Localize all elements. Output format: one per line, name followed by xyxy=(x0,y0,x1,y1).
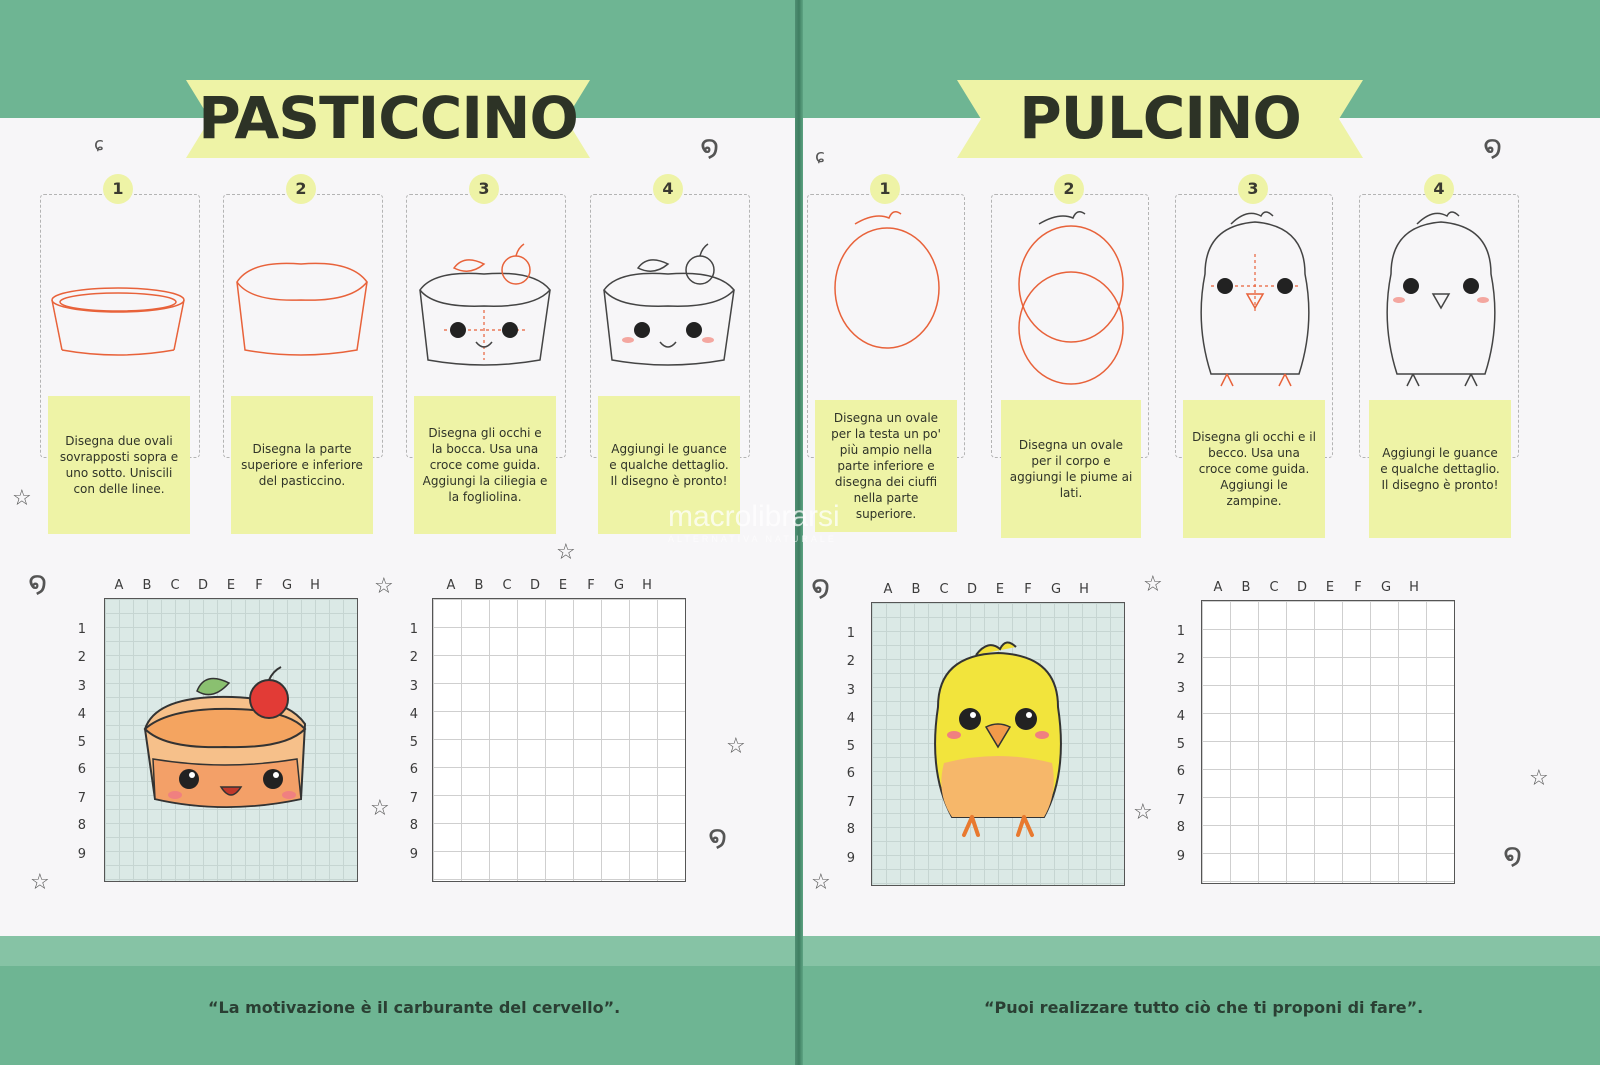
title-banner-pulcino xyxy=(957,74,1363,164)
title-banner-pasticcino xyxy=(186,74,590,164)
swirl-icon: ɕ xyxy=(815,146,825,167)
sketch-step-1-icon xyxy=(815,204,960,354)
pastry-illustration xyxy=(105,599,357,881)
star-icon: ☆ xyxy=(374,574,394,599)
right-bottom-band xyxy=(803,936,1600,966)
colored-grid xyxy=(104,598,358,882)
swirl-icon: ໑ xyxy=(708,820,728,855)
step-number-badge: 4 xyxy=(653,174,683,204)
step-number-badge: 3 xyxy=(469,174,499,204)
sketch-step-3-icon xyxy=(1181,204,1331,394)
empty-practice-grid[interactable] xyxy=(1201,600,1455,884)
star-icon: ☆ xyxy=(811,870,831,895)
empty-practice-grid[interactable] xyxy=(432,598,686,882)
swirl-icon: ໑ xyxy=(1483,130,1503,165)
instruction-step-4: Aggiungi le guance e qualche dettaglio. Il disegno è pronto! xyxy=(1369,400,1511,538)
chick-illustration xyxy=(872,603,1124,885)
step-number-badge: 1 xyxy=(870,174,900,204)
star-icon: ☆ xyxy=(370,796,390,821)
sketch-step-2-icon xyxy=(231,242,376,362)
star-icon: ☆ xyxy=(726,734,746,759)
page-title-pulcino: PULCINO xyxy=(1019,84,1301,152)
left-page: PASTICCINO 1 Disegna due ovali sovrapposti sopra e uno sotto. Uniscili con delle linee. 2 Disegna la parte superiore e inferiore del pasticcino. 3 Disegna gli occhi e la bocca. Usa una croce come guida. Aggiungi la ciliegia e la fogliolina. 4 Aggiungi le guance e qualche dettaglio. Il disegno è pronto! A B C D E F G H 1 2 3 4 5 6 7 8 9 A B C D E F G H 1 2 3 4 5 6 7 8 9 “La motivazione è il carburante del cervello”. ☆ ☆ ☆ ☆ ☆ ☆ ɕ ໑ ໑ ໑ xyxy=(0,0,795,1065)
swirl-icon: ໑ xyxy=(811,570,831,605)
swirl-icon: ໑ xyxy=(700,130,720,165)
sketch-step-2-icon xyxy=(999,204,1144,394)
swirl-icon: ໑ xyxy=(28,566,48,601)
right-page: PULCINO 1 Disegna un ovale per la testa un po' più ampio nella parte inferiore e disegna dei ciuffi nella parte superiore. 2 Disegna un ovale per il corpo e aggiungi le piume ai lati. 3 Disegna gli occhi e il becco. Usa una croce come guida. Aggiungi le zampine. 4 Aggiungi le guance e qualche dettaglio. Il disegno è pronto! A B C D E F G H 1 2 3 4 5 6 7 8 9 A B C D E F G H 1 2 3 4 5 6 7 8 9 “Puoi realizzare tutto ciò che ti proponi di fare”. ☆ ☆ ☆ ☆ ɕ ໑ ໑ ໑ xyxy=(803,0,1600,1065)
sketch-step-3-icon xyxy=(414,242,559,382)
colored-grid xyxy=(871,602,1125,886)
sketch-step-4-icon xyxy=(1367,204,1517,394)
quote-right: “Puoi realizzare tutto ciò che ti proponi di fare”. xyxy=(984,998,1424,1017)
swirl-icon: ɕ xyxy=(94,134,104,155)
star-icon: ☆ xyxy=(1529,766,1549,791)
step-number-badge: 2 xyxy=(286,174,316,204)
instruction-step-2: Disegna la parte superiore e inferiore del pasticcino. xyxy=(231,396,373,534)
page-title-pasticcino: PASTICCINO xyxy=(198,84,578,152)
quote-left: “La motivazione è il carburante del cervello”. xyxy=(208,998,621,1017)
watermark-logo: macrolibrarsi ALTERNATIVA NATURALE xyxy=(668,500,840,544)
step-number-badge: 2 xyxy=(1054,174,1084,204)
star-icon: ☆ xyxy=(1133,800,1153,825)
star-icon: ☆ xyxy=(556,540,576,565)
left-bottom-band xyxy=(0,936,795,966)
star-icon: ☆ xyxy=(12,486,32,511)
instruction-step-2: Disegna un ovale per il corpo e aggiungi le piume ai lati. xyxy=(1001,400,1141,538)
instruction-step-4: Aggiungi le guance e qualche dettaglio. Il disegno è pronto! xyxy=(598,396,740,534)
instruction-step-3: Disegna gli occhi e il becco. Usa una croce come guida. Aggiungi le zampine. xyxy=(1183,400,1325,538)
instruction-step-3: Disegna gli occhi e la bocca. Usa una croce come guida. Aggiungi la ciliegia e la fogliolina. xyxy=(414,396,556,534)
instruction-step-1: Disegna un ovale per la testa un po' più ampio nella parte inferiore e disegna dei ciuffi nella parte superiore. xyxy=(815,400,957,532)
star-icon: ☆ xyxy=(1143,572,1163,597)
step-number-badge: 1 xyxy=(103,174,133,204)
step-number-badge: 4 xyxy=(1424,174,1454,204)
star-icon: ☆ xyxy=(30,870,50,895)
sketch-step-1-icon xyxy=(48,242,193,362)
sketch-step-4-icon xyxy=(598,242,743,382)
instruction-step-1: Disegna due ovali sovrapposti sopra e uno sotto. Uniscili con delle linee. xyxy=(48,396,190,534)
swirl-icon: ໑ xyxy=(1503,838,1523,873)
step-number-badge: 3 xyxy=(1238,174,1268,204)
